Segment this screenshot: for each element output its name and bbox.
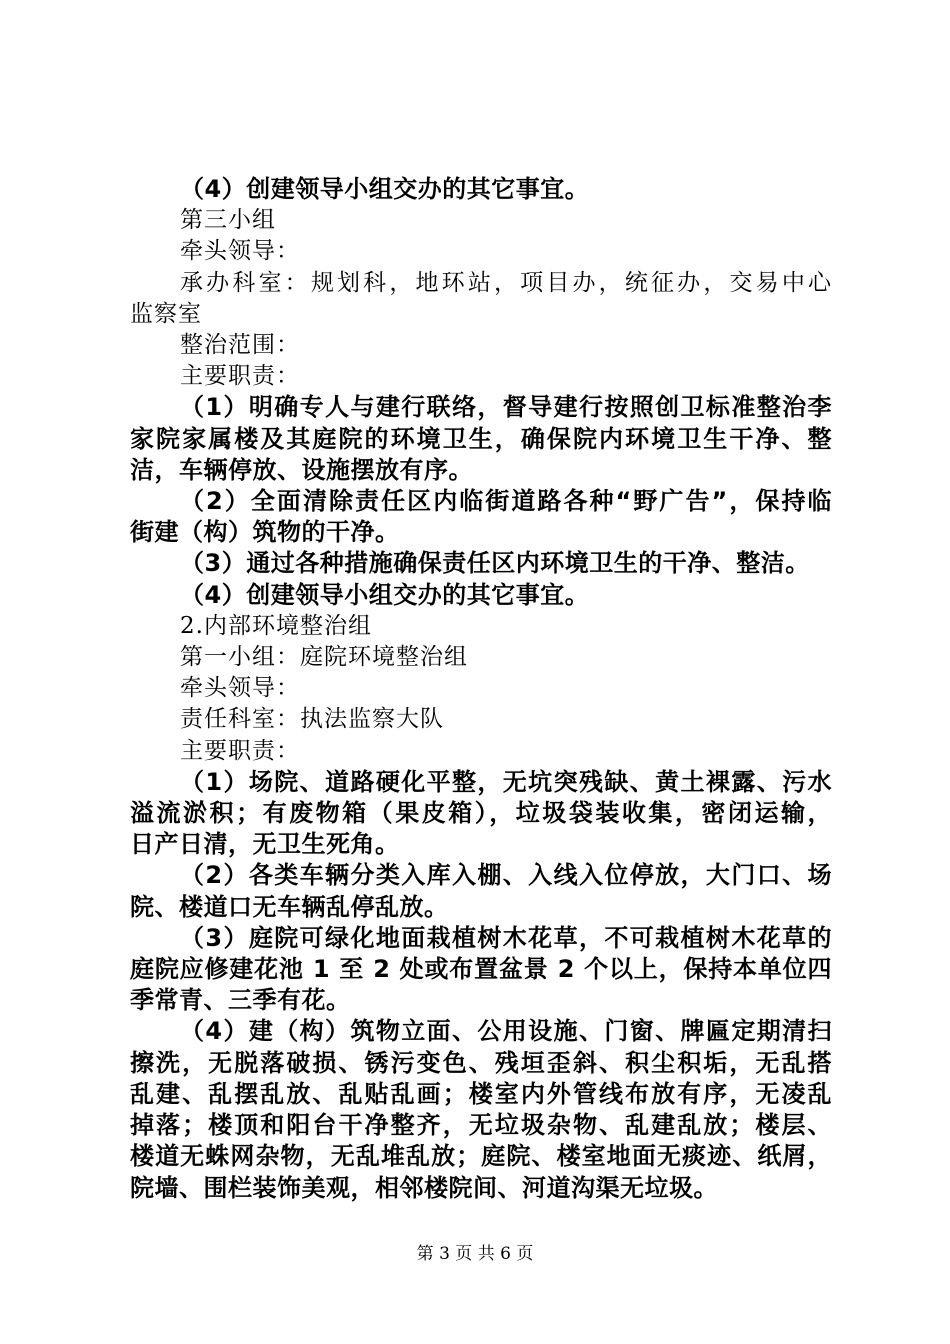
- text-line: 院、楼道口无车辆乱停乱放。: [130, 892, 449, 921]
- text-line: （4）建（构）筑物立面、公用设施、门窗、牌匾定期清扫: [180, 1017, 832, 1046]
- text-line: 溢流淤积；有废物箱（果皮箱），垃圾袋装收集，密闭运输，: [130, 799, 832, 828]
- text-line: 主要职责：: [180, 737, 300, 764]
- section-heading: 2.内部环境整治组: [180, 612, 372, 639]
- text-line: 责任科室：执法监察大队: [180, 706, 444, 733]
- section-heading: 第三小组: [180, 207, 276, 234]
- text-line: 乱建、乱摆乱放、乱贴乱画；楼室内外管线布放有序，无凌乱: [130, 1079, 832, 1108]
- text-line: 楼道无蛛网杂物，无乱堆乱放；庭院、楼室地面无痰迹、纸屑，: [130, 1142, 832, 1171]
- text-line: 牵头领导：: [180, 238, 300, 265]
- text-line: （2）全面清除责任区内临街道路各种“野广告”，保持临: [180, 487, 832, 516]
- text-line: （1）场院、道路硬化平整，无坑突残缺、黄土裸露、污水: [180, 767, 832, 796]
- text-line: 院墙、围栏装饰美观，相邻楼院间、河道沟渠无垃圾。: [130, 1173, 718, 1202]
- text-line: （4）创建领导小组交办的其它事宜。: [180, 175, 590, 203]
- text-line: 庭院应修建花池 1 至 2 处或布置盆景 2 个以上，保持本单位四: [130, 955, 832, 984]
- text-line: 日产日清，无卫生死角。: [130, 830, 400, 859]
- text-line: 家院家属楼及其庭院的环境卫生，确保院内环境卫生干净、整: [130, 424, 832, 453]
- document-body: [130, 174, 832, 1204]
- text-line: 主要职责：: [180, 363, 300, 390]
- text-line: （2）各类车辆分类入库入棚、入线入位停放，大门口、场: [180, 861, 832, 890]
- text-line: 洁，车辆停放、设施摆放有序。: [130, 455, 473, 484]
- text-line: 掉落；楼顶和阳台干净整齐，无垃圾杂物、乱建乱放；楼层、: [130, 1111, 832, 1140]
- section-heading: 第一小组：庭院环境整治组: [180, 644, 468, 671]
- page-number: 第 3 页 共 6 页: [416, 1244, 534, 1264]
- text-line: 整治范围：: [180, 332, 300, 359]
- text-line: （1）明确专人与建行联络，督导建行按照创卫标准整治李: [180, 393, 832, 422]
- text-line: 牵头领导：: [180, 675, 300, 702]
- text-line: （3）通过各种措施确保责任区内环境卫生的干净、整洁。: [180, 549, 810, 578]
- text-line: 擦洗，无脱落破损、锈污变色、残垣歪斜、积尘积垢，无乱搭: [130, 1048, 832, 1077]
- text-line: 承办科室：规划科，地环站，项目办，统征办，交易中心: [180, 269, 832, 296]
- text-line: 监察室: [130, 300, 202, 327]
- text-line: 街建（构）筑物的干净。: [130, 518, 400, 547]
- text-line: 季常青、三季有花。: [130, 986, 351, 1015]
- text-line: （3）庭院可绿化地面栽植树木花草，不可栽植树木花草的: [180, 923, 832, 952]
- text-line: （4）创建领导小组交办的其它事宜。: [180, 580, 590, 609]
